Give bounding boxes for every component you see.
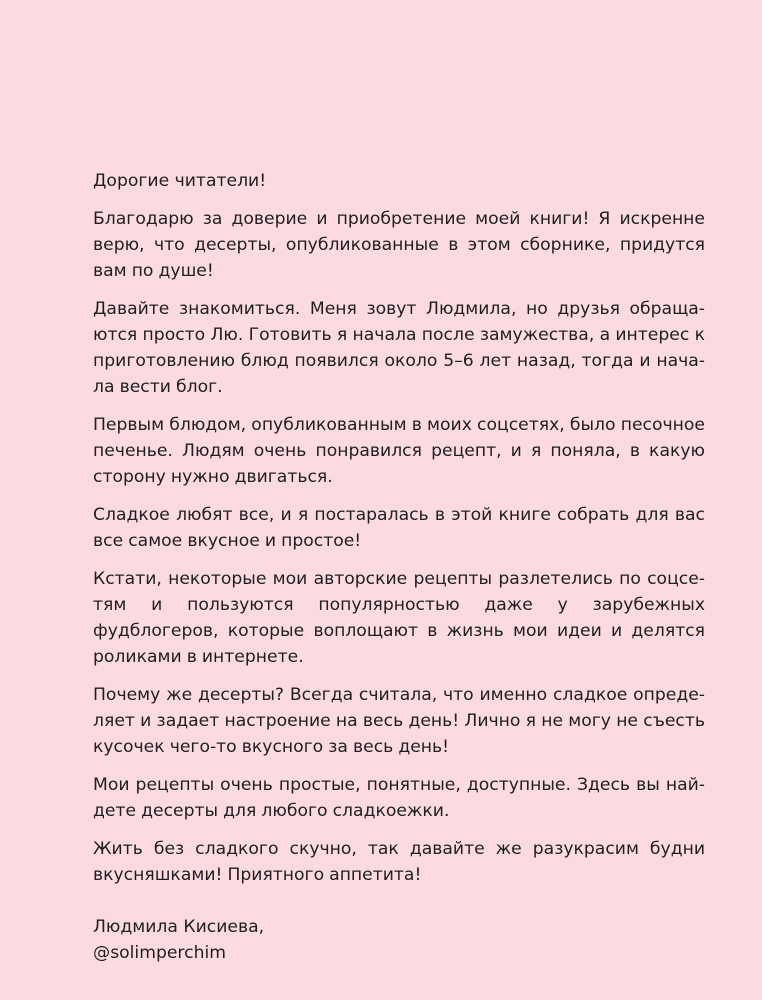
letter-page [93,168,705,966]
paragraph-7: Мои рецепты очень простые, понятные, доступные. Здесь вы найдете десерты для любого сладкоежки. [93,775,705,821]
paragraph-3: Первым блюдом, опубликованным в моих соцсетях, было песочное печенье. Людям очень понравился рецепт, и я поняла, в какую сторону нужно двигаться. [93,415,705,487]
signature [93,914,705,966]
paragraph-6: Почему же десерты? Всегда считала, что именно сладкое определяет и задает настроение на весь день! Лично я не могу не съесть кусочек чего-то вкусного за весь день! [93,685,705,757]
greeting: Дорогие читатели! [93,171,267,191]
paragraph-4: Сладкое любят все, и я постаралась в этой книге собрать для вас все самое вкусное и простое! [93,505,705,551]
paragraph-1: Благодарю за доверие и приобретение моей книги! Я искренне верю, что десерты, опубликованные в этом сборнике, придутся вам по душе! [93,209,705,281]
author-handle: @solimperchim [93,943,226,963]
author-name: Людмила Кисиева, [93,917,265,937]
paragraph-2: Давайте знакомиться. Меня зовут Людмила, но друзья обращаются просто Лю. Готовить я начала после замужества, а интерес к приготовлению блюд появился около 5–6 лет назад, тогда и начала вести блог. [93,299,705,397]
paragraph-5: Кстати, некоторые мои авторские рецепты разлетелись по соцсетям и пользуются популярностью даже у зарубежных фудблогеров, которые воплощают в жизнь мои идеи и делятся роликами в интернете. [93,569,705,667]
paragraph-8: Жить без сладкого скучно, так давайте же разукрасим будни вкусняшками! Приятного аппетита! [93,839,705,885]
